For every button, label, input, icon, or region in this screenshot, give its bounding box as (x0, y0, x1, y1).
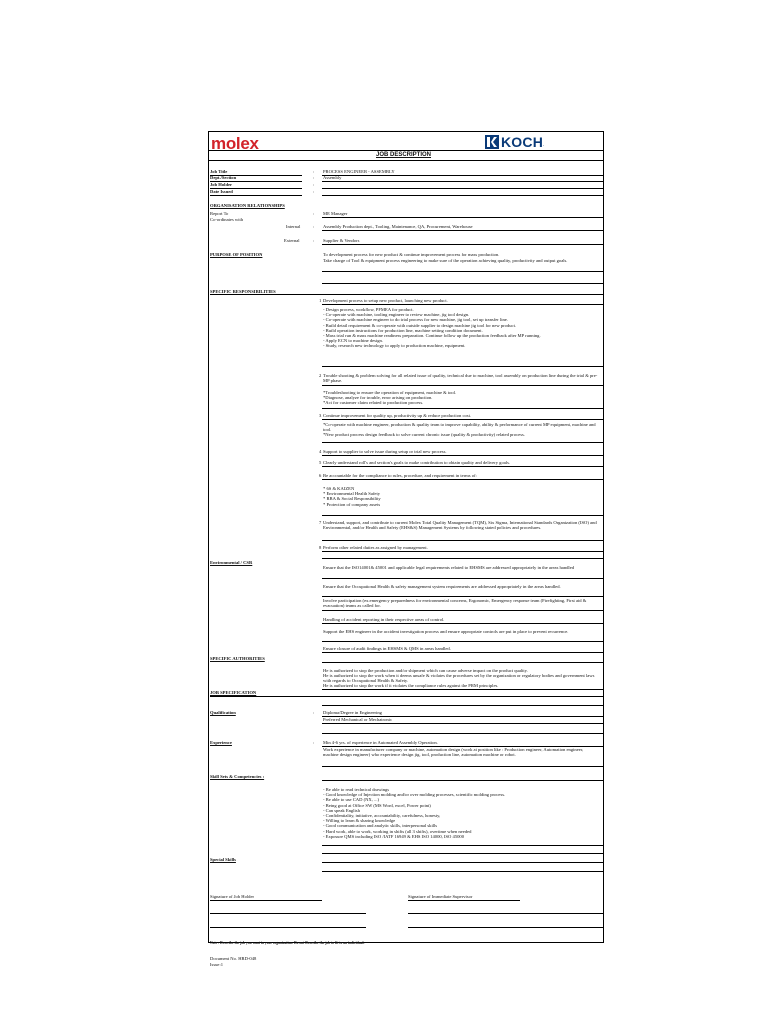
colon: : (313, 182, 315, 187)
qualification-line-1: Diploma/Degree in Engineering (323, 710, 382, 715)
rule (322, 175, 604, 176)
date-issued-label: Date Issued (210, 189, 233, 194)
list-item: - Confidentiality, initiative, accountability, carefulness, honesty, (323, 813, 441, 819)
rule (322, 558, 604, 559)
list-item: - Willing to learn & sharing knowledge (323, 818, 396, 824)
footer-note: Note : Describe the job you want in your organization. Do not Describe the job to fit to an individual. (210, 941, 365, 945)
org-heading: ORGANISATION RELATIONSHIPS (210, 203, 285, 208)
qualification-label: Qualification (210, 710, 236, 715)
koch-k-icon (485, 135, 499, 149)
authority-line-1: He is authorized to stop the production and/or shipment which can cause adverse impact on the product quality. (323, 668, 528, 673)
list-item: - Build detail requirement & co-operate with outside supplier to design machine jig tool for new product. (323, 322, 517, 328)
job-title-value: PROCESS ENGINEER - ASSEMBLY (323, 169, 395, 174)
rule (210, 913, 366, 914)
job-title-label: Job Title (210, 169, 228, 174)
coordinates-label: Co-ordinates with (210, 217, 244, 222)
rule (322, 217, 604, 218)
external-value: Supplier & Vendors (323, 238, 360, 243)
skills-list (323, 787, 599, 839)
resp-number: 6 (319, 473, 322, 478)
page-title: JOB DESCRIPTION (376, 152, 432, 158)
authorities-heading: SPECIFIC AUTHORITIES (210, 656, 265, 661)
purpose-line-1: To development process for new product & continue improvement process for mass production. (323, 252, 500, 257)
holder-signature-label: Signature of Job Holder (210, 894, 255, 899)
purpose-line-2: Take charge of Tool & equipment process engineering to make sure of the operation achieving quality, productivity and output goals. (323, 258, 568, 263)
authority-line-3: He is authorized to stop the work if it violates the compliance rules against the PRM principles. (323, 683, 499, 688)
resp-3-list (323, 422, 599, 438)
rule (210, 294, 604, 295)
list-item: - Design process, workflow, PFMEA for product. (323, 307, 414, 312)
rule (322, 466, 604, 467)
responsibilities-heading: SPECIFIC RESPONSIBILITIES (210, 289, 276, 294)
dept-value: Assembly (323, 175, 342, 180)
resp-number: 1 (319, 298, 322, 303)
rule (210, 195, 302, 196)
csr-item: Involve participation (ex.emergency preparedness for environmental concerns, Ergonomic, Emergency response team (Firefighting, First aid & evacuation) teams as called for. (323, 598, 587, 609)
molex-logo: molex (211, 134, 259, 153)
list-item: * Protection of company assets (323, 501, 381, 507)
rule (210, 696, 604, 697)
dept-label: Dept./Section (210, 175, 237, 180)
resp-number: 4 (319, 449, 322, 454)
rule (322, 641, 604, 642)
rule (322, 408, 604, 409)
rule (210, 927, 366, 928)
rule (322, 766, 604, 767)
list-item: - Apply ECN to machine design. (323, 338, 383, 344)
experience-label: Experience (210, 740, 232, 745)
resp-6-title: Be accountable for the compliance to rules, procedure, and requirement in terms of: (323, 473, 477, 478)
list-item: - Good communication and analytic skills, interpersonal skills (323, 823, 438, 829)
header-divider (208, 150, 604, 151)
colon: : (313, 169, 315, 174)
csr-item: Ensure that the Occupational Health & safety management system requirements are addressed appropriately in the areas handled. (323, 584, 561, 589)
rule (322, 733, 604, 734)
resp-1-title: Development process to setup new product, launching new product. (323, 298, 448, 303)
resp-2-title: Trouble shooting & problem solving for all related issue of quality, technical due to machine, tool assembly on production line during the trial & pre-MP phase. (323, 373, 598, 384)
list-item: - Exposure QMS including ISO /IATF 16949 & EHS ISO 14000, ISO 45000 (323, 833, 465, 839)
rule (322, 515, 604, 516)
experience-line-1: Min 4-6 yrs. of experience in Automated Assembly Operation. (323, 740, 438, 745)
csr-item: Support the EHS engineer in the accident investigation process and ensure appropriate controls are put in place to prevent recurrence. (323, 629, 569, 634)
rule (322, 578, 604, 579)
rule (322, 188, 604, 189)
qualification-line-2: Preferred Mechanical or Mechatronic (323, 717, 392, 722)
list-item: - Being good at Office SW (MS Word, excel, Power point) (323, 802, 431, 808)
signature-line (408, 900, 520, 901)
resp-6-list (323, 486, 599, 507)
colon: : (313, 224, 315, 229)
issue-number: Issue:1 (210, 962, 224, 967)
list-item: *Co-operate with machine engineer, production & quality team to improve capability, ability & performance of current MP equipment, machine and tool. (323, 422, 596, 433)
skills-label: Skill Sets & Competencies : (210, 774, 265, 779)
internal-value: Assembly Production dept., Tooling, Maintenance, QA, Procurement, Warehouse (323, 224, 473, 229)
colon: : (313, 189, 315, 194)
rule (322, 862, 604, 863)
rule (408, 913, 604, 914)
rule (322, 283, 604, 284)
resp-7-title: Understand, support, and contribute to current Molex Total Quality Management (TQM), Six Sigma, International Standards Organization (ISO) and Environmental, and/or Health and Safety (EHS&S) Management Systems by following stated policies and procedures. (323, 520, 597, 531)
list-item: * 6S & KAIZEN (323, 486, 355, 491)
rule (322, 853, 604, 854)
rule (322, 271, 604, 272)
resp-4-title: Support to supplier to solve issue during setup or trial new process. (323, 449, 447, 454)
rule (322, 610, 604, 611)
rule (322, 540, 604, 541)
title-divider (208, 160, 604, 161)
list-item: * Environmental Health Safety (323, 491, 381, 497)
signature-line (210, 900, 322, 901)
koch-logo (485, 134, 544, 150)
report-to-value: ME Manager (323, 211, 348, 216)
colon: : (313, 238, 315, 243)
rule (322, 780, 604, 781)
list-item: - Build operation instructions for production line, machine setting condition document. (323, 327, 483, 333)
rule (322, 662, 604, 663)
list-item: *Act for customer claim related to production process. (323, 400, 424, 406)
supervisor-signature-label: Signature of Immediate Supervisor (408, 894, 473, 899)
list-item: * RBA & Social Responsibility (323, 496, 381, 502)
list-item: - Be able to use CAD (NX, ...) (323, 797, 380, 803)
list-item: - Co-operate with machine, tooling engineer to review machine, jig tool design. (323, 312, 470, 318)
rule (322, 479, 604, 480)
rule (322, 442, 604, 443)
list-item: - Good knowledge of Injection molding and/or over molding processes, scientific molding process. (323, 792, 506, 798)
external-label: External (284, 238, 300, 243)
rule (322, 385, 604, 386)
rule (322, 652, 604, 653)
list-item: *New product process design feedback to solve current chronic issue (quality & productivity) related process. (323, 432, 525, 438)
resp-1-list (323, 307, 599, 349)
csr-heading: Environmental / CSR (210, 560, 253, 565)
resp-number: 2 (319, 373, 322, 378)
koch-wordmark: KOCH (501, 134, 544, 150)
experience-line-2: Work experience in manufacturer company or machine, automation design (work at position like : Production engineer, Automation engineer, machine design engineer) who experience design jig, tool, production line, automation machine or robot. (323, 747, 584, 758)
rule (322, 689, 604, 690)
csr-item: Ensure closure of audit findings in EHSMS & QMS in areas handled. (323, 646, 451, 651)
job-holder-label: Job Holder (210, 182, 233, 187)
koch-dot: . (543, 142, 545, 148)
resp-number: 7 (319, 520, 322, 525)
rule (322, 455, 604, 456)
rule (322, 195, 604, 196)
rule (322, 845, 604, 846)
list-item: - Hard work, able to work, working in shifts (all 3 shifts), overtime when needed (323, 828, 472, 834)
list-item: - Co-operate with machine engineer to do trial process for new machine, jig tool, set up transfer line. (323, 317, 508, 323)
resp-number: 5 (319, 460, 322, 465)
rule (322, 705, 604, 706)
purpose-heading: PURPOSE OF POSITION (210, 252, 263, 257)
rule (322, 623, 604, 624)
authority-line-2: He is authorized to stop the work when it deems unsafe & violates the procedures set by the organization or regulatory bodies and government laws with regards to Occupational Health & Safety. (323, 673, 595, 684)
list-item: *Diagnose, analyze for trouble, error arising on production. (323, 395, 433, 401)
rule (322, 304, 604, 305)
list-item: *Troubleshooting to ensure the operation of equipment, machine & tool. (323, 390, 457, 395)
resp-3-title: Continue improvement for quality up, productivity up & reduce production cost. (323, 413, 471, 418)
rule (322, 551, 604, 552)
rule (322, 871, 604, 872)
list-item: - Mass trial run & mass machine readiness preparation. Continue follow up the production feedback after MP running. (323, 333, 541, 339)
document-number: Document No. HRD-048 (210, 956, 257, 961)
colon: : (313, 175, 315, 180)
resp-2-list (323, 390, 599, 406)
resp-number: 8 (319, 545, 322, 550)
colon: : (313, 740, 315, 745)
rule (322, 419, 604, 420)
special-skills-label: Special Skills (210, 857, 236, 862)
spec-heading: JOB SPECIFICATION (210, 690, 257, 695)
list-item: - Study, research new technology to apply to production machine, equipment. (323, 343, 466, 349)
colon: : (313, 211, 315, 216)
colon: : (313, 710, 315, 715)
report-to-label: Report To (210, 211, 229, 216)
resp-5-title: Clearly understand roll's and section's goals to make contribution to obtain quality and delivery goals. (323, 460, 511, 465)
rule (322, 366, 604, 367)
list-item: - Be able to read technical drawings (323, 787, 390, 792)
list-item: - Can speak English (323, 807, 360, 813)
rule (322, 230, 604, 231)
rule (322, 244, 604, 245)
rule (322, 723, 604, 724)
rule (322, 596, 604, 597)
internal-label: Internal (286, 224, 301, 229)
rule (408, 927, 604, 928)
resp-number: 3 (319, 413, 322, 418)
csr-item: Handling of accident reporting in their respective areas of control. (323, 617, 445, 622)
csr-item: Ensure that the ISO14001& 45001 and applicable legal requirements related to EHSMS are addressed appropriately in the areas handled (323, 565, 575, 570)
rule (322, 181, 604, 182)
resp-8-title: Perform other related duties as assigned by management. (323, 545, 428, 550)
